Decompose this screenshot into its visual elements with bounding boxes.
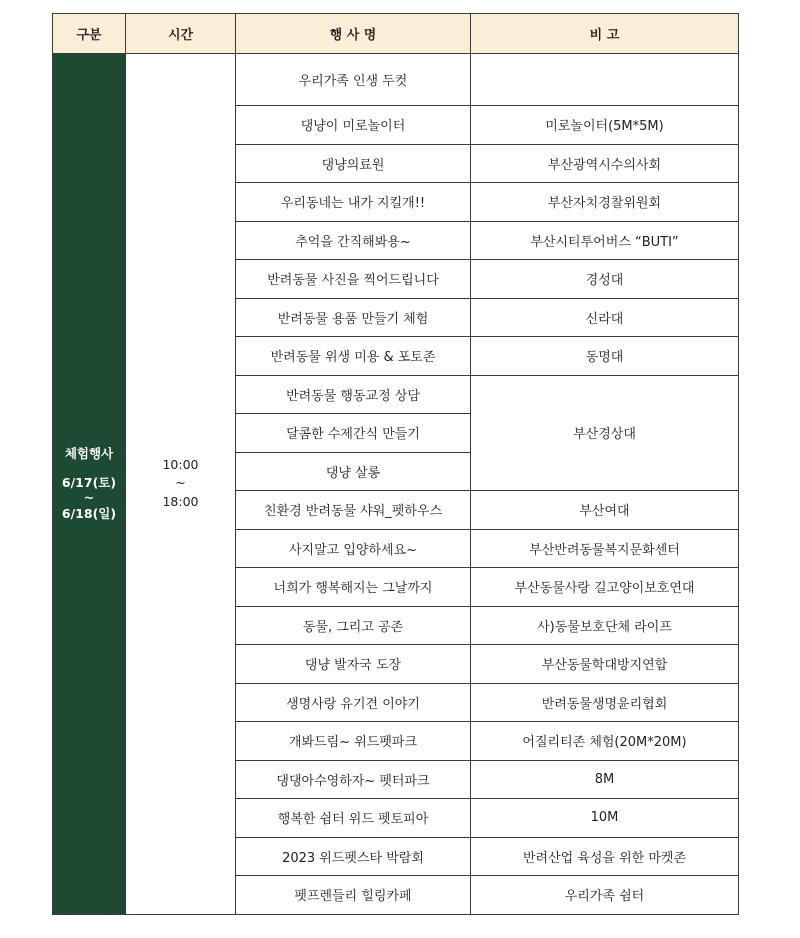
remarks-cell: 부산반려동물복지문화센터 (471, 529, 739, 568)
remarks-cell: 8M (471, 760, 739, 799)
event-name-cell: 우리동네는 내가 지킬개!! (236, 183, 471, 222)
remarks-cell: 경성대 (471, 260, 739, 299)
remarks-cell: 동명대 (471, 337, 739, 376)
event-name-cell: 동물, 그리고 공존 (236, 606, 471, 645)
event-name-cell: 반려동물 사진을 찍어드립니다 (236, 260, 471, 299)
remarks-cell: 미로놀이터(5M*5M) (471, 106, 739, 145)
remarks-cell: 부산자치경찰위원회 (471, 183, 739, 222)
event-name-cell: 댕댕아수영하자~ 펫터파크 (236, 760, 471, 799)
category-tilde: ~ (83, 490, 95, 506)
event-name-cell: 댕냥 살롱 (236, 452, 471, 491)
time-tilde: ~ (175, 475, 186, 491)
remarks-cell: 우리가족 쉼터 (471, 876, 739, 915)
remarks-cell: 부산경상대 (471, 375, 739, 491)
remarks-cell: 부산여대 (471, 491, 739, 530)
header-event-name: 행 사 명 (236, 14, 471, 54)
event-name-cell: 반려동물 위생 미용 & 포토존 (236, 337, 471, 376)
event-name-cell: 개봐드림~ 위드펫파크 (236, 722, 471, 761)
event-name-cell: 2023 위드펫스타 박람회 (236, 837, 471, 876)
category-date-start: 6/17(토) (61, 474, 117, 490)
event-name-cell: 반려동물 용품 만들기 체험 (236, 298, 471, 337)
remarks-cell: 신라대 (471, 298, 739, 337)
remarks-cell: 반려산업 육성을 위한 마켓존 (471, 837, 739, 876)
event-name-cell: 추억을 간직해봐용~ (236, 221, 471, 260)
header-time: 시간 (126, 14, 236, 54)
event-name-cell: 생명사랑 유기견 이야기 (236, 683, 471, 722)
remarks-cell: 부산동물사랑 길고양이보호연대 (471, 568, 739, 607)
event-name-cell: 사지말고 입양하세요~ (236, 529, 471, 568)
remarks-cell: 10M (471, 799, 739, 838)
event-name-cell: 댕냥이 미로놀이터 (236, 106, 471, 145)
remarks-cell: 부산동물학대방지연합 (471, 645, 739, 684)
category-cell (53, 54, 126, 915)
remarks-cell: 반려동물생명윤리협회 (471, 683, 739, 722)
remarks-cell: 사)동물보호단체 라이프 (471, 606, 739, 645)
event-name-cell: 반려동물 행동교정 상담 (236, 375, 471, 414)
event-name-cell: 친환경 반려동물 샤워_펫하우스 (236, 491, 471, 530)
table-header-row (53, 14, 739, 54)
remarks-cell: 부산시티투어버스 “BUTI” (471, 221, 739, 260)
category-name: 체험행사 (64, 446, 114, 461)
category-date-end: 6/18(일) (61, 505, 117, 521)
event-name-cell: 우리가족 인생 두컷 (236, 54, 471, 106)
time-start: 10:00 (162, 456, 199, 472)
event-name-cell: 행복한 쉼터 위드 펫토피아 (236, 799, 471, 838)
time-end: 18:00 (162, 494, 199, 510)
table-row (53, 54, 739, 106)
event-name-cell: 댕냥의료원 (236, 144, 471, 183)
event-name-cell: 펫프렌들리 힐링카페 (236, 876, 471, 915)
event-name-cell: 달콤한 수제간식 만들기 (236, 414, 471, 453)
event-schedule-table (52, 13, 739, 915)
remarks-cell: 부산광역시수의사회 (471, 144, 739, 183)
time-cell (126, 54, 236, 915)
header-category: 구분 (53, 14, 126, 54)
event-name-cell: 댕냥 발자국 도장 (236, 645, 471, 684)
remarks-cell: 어질리티존 체험(20M*20M) (471, 722, 739, 761)
event-name-cell: 너희가 행복해지는 그날까지 (236, 568, 471, 607)
remarks-cell (471, 54, 739, 106)
header-remarks: 비 고 (471, 14, 739, 54)
